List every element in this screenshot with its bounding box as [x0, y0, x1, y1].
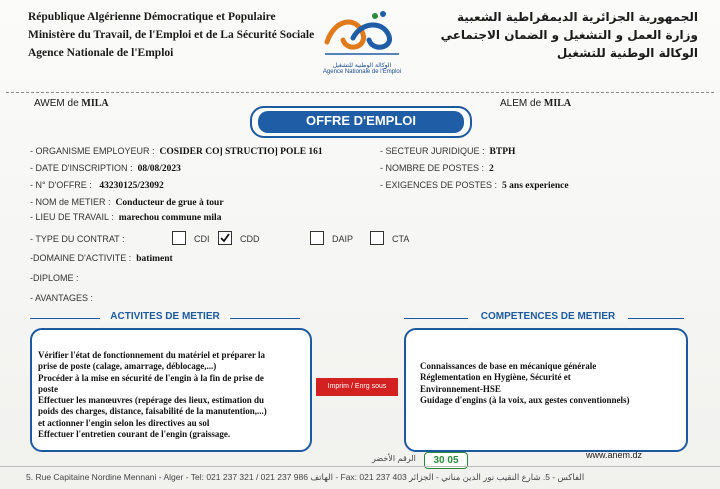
date-value: 08/08/2023 — [137, 164, 181, 174]
anem-logo-icon — [317, 8, 407, 64]
nb-postes-label: - NOMBRE DE POSTES : — [380, 163, 485, 173]
footer-address: 5. Rue Capitaine Nordine Mennani - Alger - Tel: 021 237 321 / 021 237 986 الهاتف - Fax: 021 237 403 الفاكس - 5. شارع النقيب نور الدين مناني - الجزائر — [26, 472, 585, 482]
contract-label-cta: CTA — [392, 234, 410, 244]
activites-line: et actionner l'engin selon les directives au sol — [38, 417, 210, 428]
exigences-value: 5 ans experience — [502, 181, 569, 191]
checkbox-cta[interactable] — [370, 231, 384, 245]
contract-label-cdd: CDD — [240, 234, 260, 244]
competences-line: Connaissances de base en mécanique générale — [420, 361, 597, 371]
header-fr-line: Agence Nationale de l'Emploi — [28, 47, 174, 59]
contract-label-cdi: CDI — [194, 234, 210, 244]
date-field — [30, 163, 181, 174]
logo-french-text: Agence Nationale de l'Emploi — [322, 69, 402, 75]
competences-title: COMPETENCES DE METIER — [468, 311, 628, 322]
secteur-value: BTPH — [489, 147, 516, 157]
alem-value: MILA — [543, 98, 572, 109]
logo-arabic-text: الوكالة الوطنية للتشغيل — [332, 62, 392, 69]
offre-field — [30, 180, 164, 191]
checkbox-daip[interactable] — [310, 231, 324, 245]
offre-value: 43230125/23092 — [99, 181, 164, 191]
activites-title: ACTIVITES DE METIER — [100, 311, 230, 322]
header-divider — [6, 92, 714, 93]
organisme-value: COSIDER CO] STRUCTIO] POLE 161 — [159, 147, 323, 157]
metier-field — [30, 197, 224, 208]
domaine-label: -DOMAINE D'ACTIVITE : — [30, 253, 132, 263]
metier-value: Conducteur de grue à tour — [115, 198, 224, 208]
nb-postes-value: 2 — [489, 164, 494, 174]
green-number: 30 05 — [424, 452, 468, 469]
activites-text — [38, 350, 308, 440]
nb-postes-field — [380, 163, 494, 174]
header-ar-line: الجمهورية الجزائرية الديمقراطية الشعبية — [456, 10, 698, 24]
activites-line: poste — [38, 383, 58, 394]
imprim-enrg-button[interactable]: Imprim / Enrg sous — [316, 378, 398, 396]
avantages-label: - AVANTAGES : — [30, 293, 94, 303]
footer-divider — [0, 466, 720, 467]
header-french — [28, 8, 318, 62]
header-fr-line: Ministère du Travail, de l'Emploi et de La Sécurité Sociale — [28, 29, 315, 41]
awem-field — [34, 98, 109, 109]
contrat-label: - TYPE DU CONTRAT : — [30, 234, 125, 244]
domaine-field — [30, 253, 173, 264]
offer-title-banner — [250, 106, 472, 138]
activites-line: poids des charges, distance, faisabilité de la manutention,...) — [38, 406, 267, 417]
checkbox-cdi[interactable] — [172, 231, 186, 245]
competences-text — [420, 361, 660, 406]
offre-label: - N° D'OFFRE : — [30, 180, 92, 190]
exigences-label: - EXIGENCES DE POSTES : — [380, 180, 498, 190]
activites-line: Effectuer l'entretien courant de l'engin (graissage. — [38, 429, 231, 440]
checkbox-cdd[interactable] — [218, 231, 232, 245]
offer-title: OFFRE D'EMPLOI — [258, 111, 464, 133]
anem-logo — [312, 8, 412, 82]
activites-line: Procéder à la mise en sécurité de l'engin à la fin de prise de — [38, 372, 264, 383]
awem-value: MILA — [81, 98, 109, 109]
alem-label: ALEM de — [500, 98, 542, 109]
organisme-label: - ORGANISME EMPLOYEUR : — [30, 146, 155, 156]
green-number-label: الرقم الأخضر — [372, 454, 416, 463]
lieu-value: marechou commune mila — [118, 213, 222, 223]
organisme-field — [30, 146, 323, 157]
header-fr-line: République Algérienne Démocratique et Populaire — [28, 11, 276, 23]
header-ar-line: وزارة العمل و التشغيل و الضمان الاجتماعي — [440, 28, 698, 42]
exigences-field — [380, 180, 569, 191]
diplome-label: -DIPLOME : — [30, 273, 79, 283]
contract-label-daip: DAIP — [332, 234, 354, 244]
awem-label: AWEM de — [34, 98, 79, 109]
domaine-value: batiment — [136, 254, 173, 264]
metier-label: - NOM de METIER : — [30, 197, 111, 207]
secteur-label: - SECTEUR JURIDIQUE : — [380, 146, 485, 156]
secteur-field — [380, 146, 515, 157]
alem-field — [500, 98, 571, 109]
date-label: - DATE D'INSCRIPTION : — [30, 163, 133, 173]
header-ar-line: الوكالة الوطنية للتشغيل — [556, 46, 698, 60]
header-arabic — [408, 8, 698, 62]
website-link[interactable]: www.anem.dz — [586, 450, 643, 460]
competences-line: Environnement-HSE — [420, 383, 501, 394]
activites-line: prise de poste (calage, amarrage, déblocage,...) — [38, 361, 217, 372]
check-icon — [219, 232, 231, 244]
lieu-label: - LIEU DE TRAVAIL : — [30, 212, 114, 222]
activites-line: Effectuer les manœuvres (repérage des lieux, estimation du — [38, 395, 264, 406]
competences-line: Guidage d'engins (à la voix, aux gestes conventionnels) — [420, 394, 630, 405]
activites-line: Vérifier l'état de fonctionnement du matériel et préparer la — [38, 350, 265, 360]
competences-line: Réglementation en Hygiène, Sécurité et — [420, 372, 571, 383]
lieu-field — [30, 212, 221, 223]
